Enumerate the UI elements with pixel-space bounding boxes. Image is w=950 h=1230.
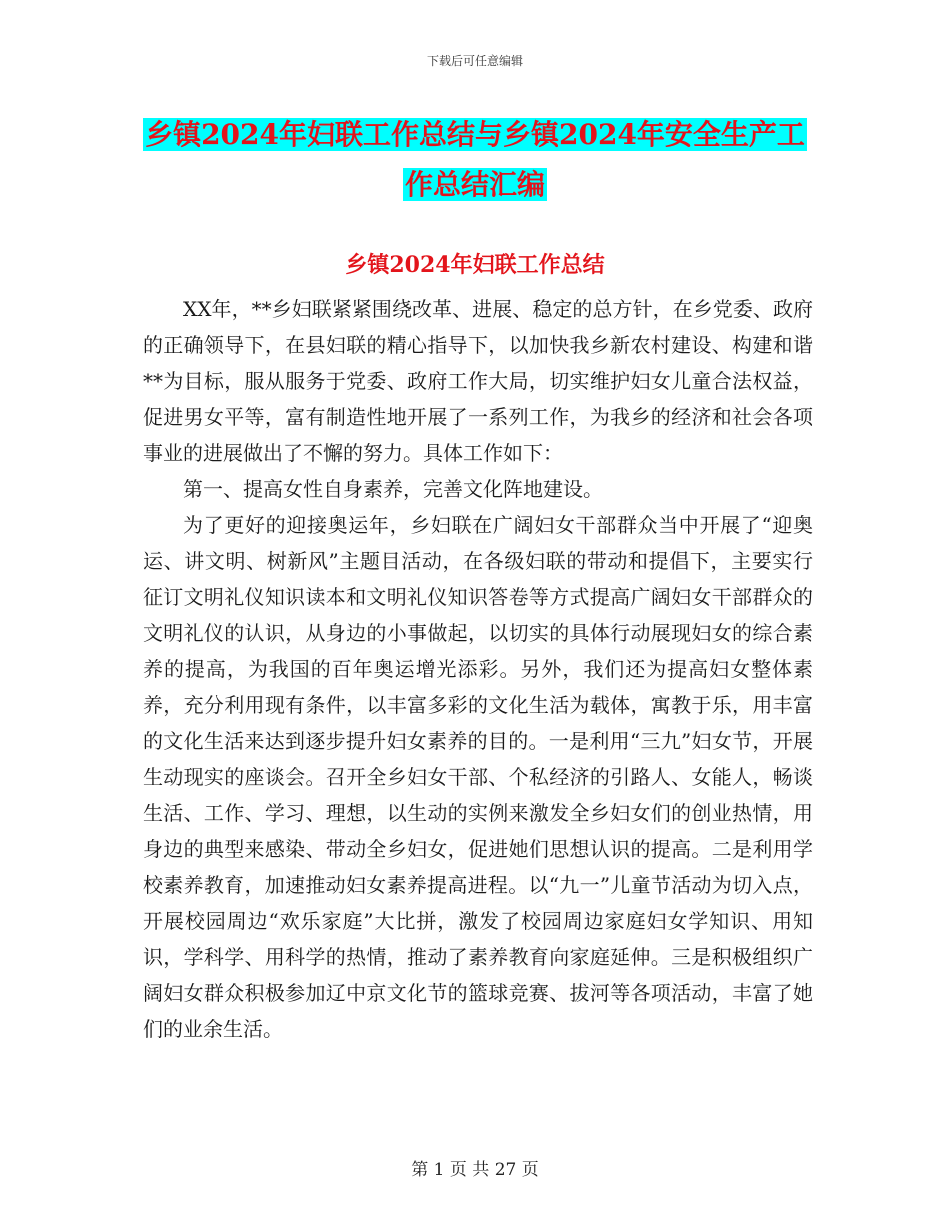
section-title: 乡镇2024年妇联工作总结 [345,252,605,278]
document-title [0,110,950,210]
paragraph-intro: XX年，**乡妇联紧紧围绕改革、进展、稳定的总方针，在乡党委、政府的正确领导下，在县妇联的精心指导下，以加快我乡新农村建设、构建和谐**为目标，服从服务于党委、政府工作大局，切实维护妇女儿童合法权益，促进男女平等，富有制造性地开展了一系列工作，为我乡的经济和社会各项事业的进展做出了不懈的努力。具体工作如下： [143,297,813,465]
paragraph-activities: 为了更好的迎接奥运年，乡妇联在广阔妇女干部群众当中开展了“迎奥运、讲文明、树新风”主题目活动，在各级妇联的带动和提倡下，主要实行征订文明礼仪知识读本和文明礼仪知识答卷等方式提高广阔妇女干部群众的文明礼仪的认识，从身边的小事做起，以切实的具体行动展现妇女的综合素养的提高，为我国的百年奥运增光添彩。另外，我们还为提高妇女整体素养，充分利用现有条件，以丰富多彩的文化生活为载体，寓教于乐，用丰富的文化生活来达到逐步提升妇女素养的目的。一是利用“三九”妇女节，开展生动现实的座谈会。召开全乡妇女干部、个私经济的引路人、女能人，畅谈生活、工作、学习、理想，以生动的实例来激发全乡妇女们的创业热情，用身边的典型来感染、带动全乡妇女，促进她们思想认识的提高。二是利用学校素养教育，加速推动妇女素养提高进程。以“九一”儿童节活动为切入点，开展校园周边“欢乐家庭”大比拼，激发了校园周边家庭妇女学知识、用知识，学科学、用科学的热情，推动了素养教育向家庭延伸。三是积极组织广阔妇女群众积极参加辽中京文化节的篮球竞赛、拔河等各项活动，丰富了她们的业余生活。 [143,513,813,1041]
paragraph-heading-1: 第一、提高女性自身素养，完善文化阵地建设。 [183,477,603,501]
document-title-line-2: 作总结汇编 [404,168,545,201]
page-footer: 第 1 页 共 27 页 [411,1160,539,1180]
document-title-line-1: 乡镇2024年妇联工作总结与乡镇2024年安全生产工 [145,118,805,151]
document-body [143,291,813,1047]
header-note: 下载后可任意编辑 [426,54,523,68]
